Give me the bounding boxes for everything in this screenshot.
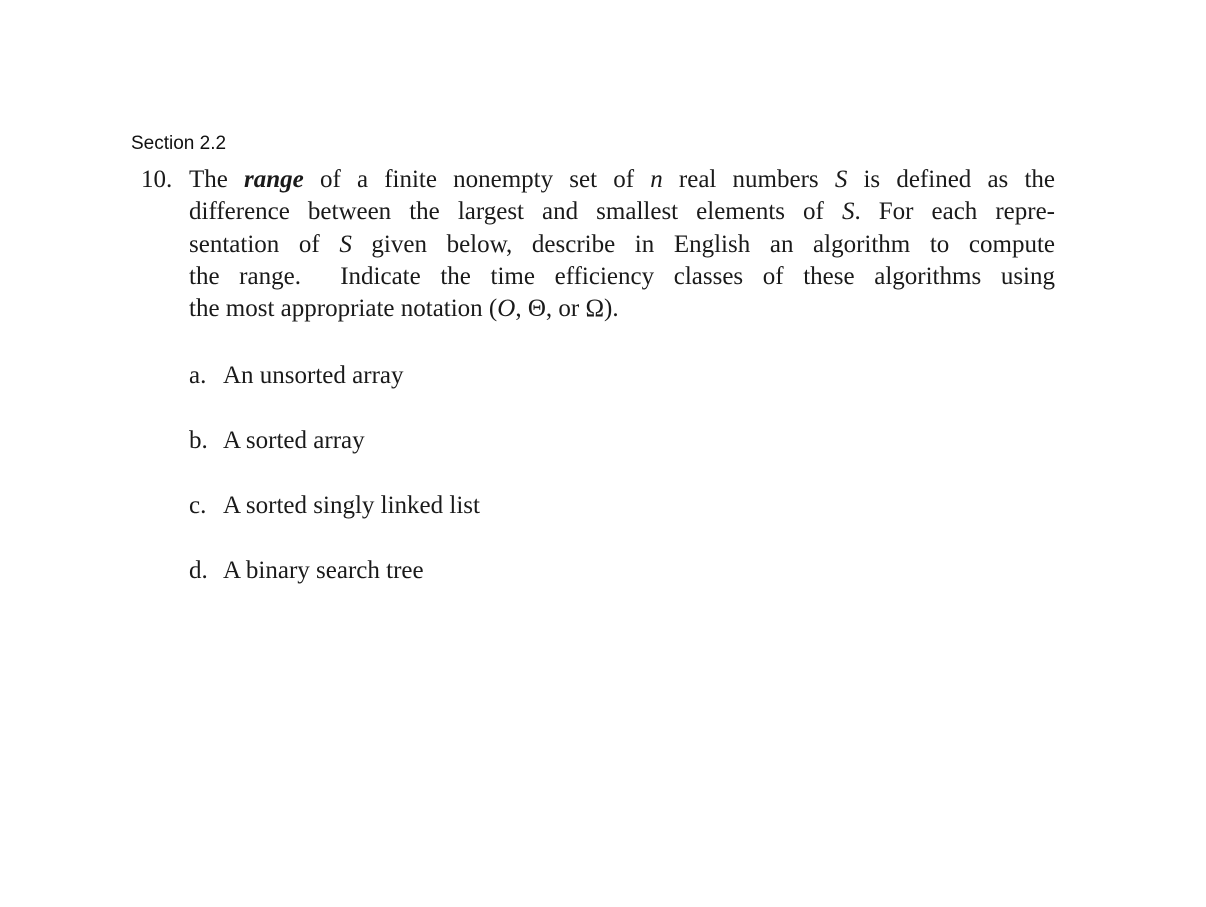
option-marker: c. (189, 492, 207, 519)
statement-line-2 (189, 196, 1055, 228)
option-text: A binary search tree (223, 557, 424, 584)
statement-text: given below, describe in English an algorithm to compute (351, 230, 1055, 258)
statement-line-5 (189, 293, 1055, 325)
statement-text: of a finite nonempty set of (303, 166, 651, 193)
statement-text: . For each repre- (854, 198, 1056, 226)
section-title: Section 2.2 (131, 133, 227, 154)
problem-number: 10. (141, 166, 173, 193)
statement-line-4 (189, 261, 1055, 293)
statement-text: sentation of (189, 230, 340, 258)
option-marker: a. (189, 362, 207, 389)
option-marker: d. (189, 557, 208, 584)
option-a (189, 360, 404, 392)
statement-text: real numbers (662, 166, 835, 193)
statement-line-3 (189, 229, 1055, 261)
statement-text: difference between the largest and smallest elements of (189, 198, 842, 226)
statement-text: , Θ, or Ω). (515, 295, 619, 323)
option-marker: b. (189, 427, 208, 454)
option-text: A sorted singly linked list (223, 492, 480, 519)
option-text: An unsorted array (223, 362, 404, 389)
option-d (189, 555, 424, 587)
statement-text: is defined as the (847, 166, 1055, 193)
statement-text: The (189, 166, 245, 193)
term-range: range (244, 166, 304, 193)
big-o-symbol: O (497, 295, 516, 323)
variable-s: S (339, 230, 352, 258)
option-b (189, 425, 365, 457)
problem-statement (189, 164, 1055, 325)
variable-s: S (834, 166, 848, 193)
variable-s: S (841, 198, 855, 226)
statement-text: the range. Indicate the time efficiency classes of these algorithms using (189, 262, 1055, 290)
option-c (189, 490, 480, 522)
statement-text: the most appropriate notation ( (189, 295, 498, 323)
option-text: A sorted array (223, 427, 365, 454)
statement-line-1 (189, 164, 1055, 196)
variable-n: n (650, 166, 663, 193)
